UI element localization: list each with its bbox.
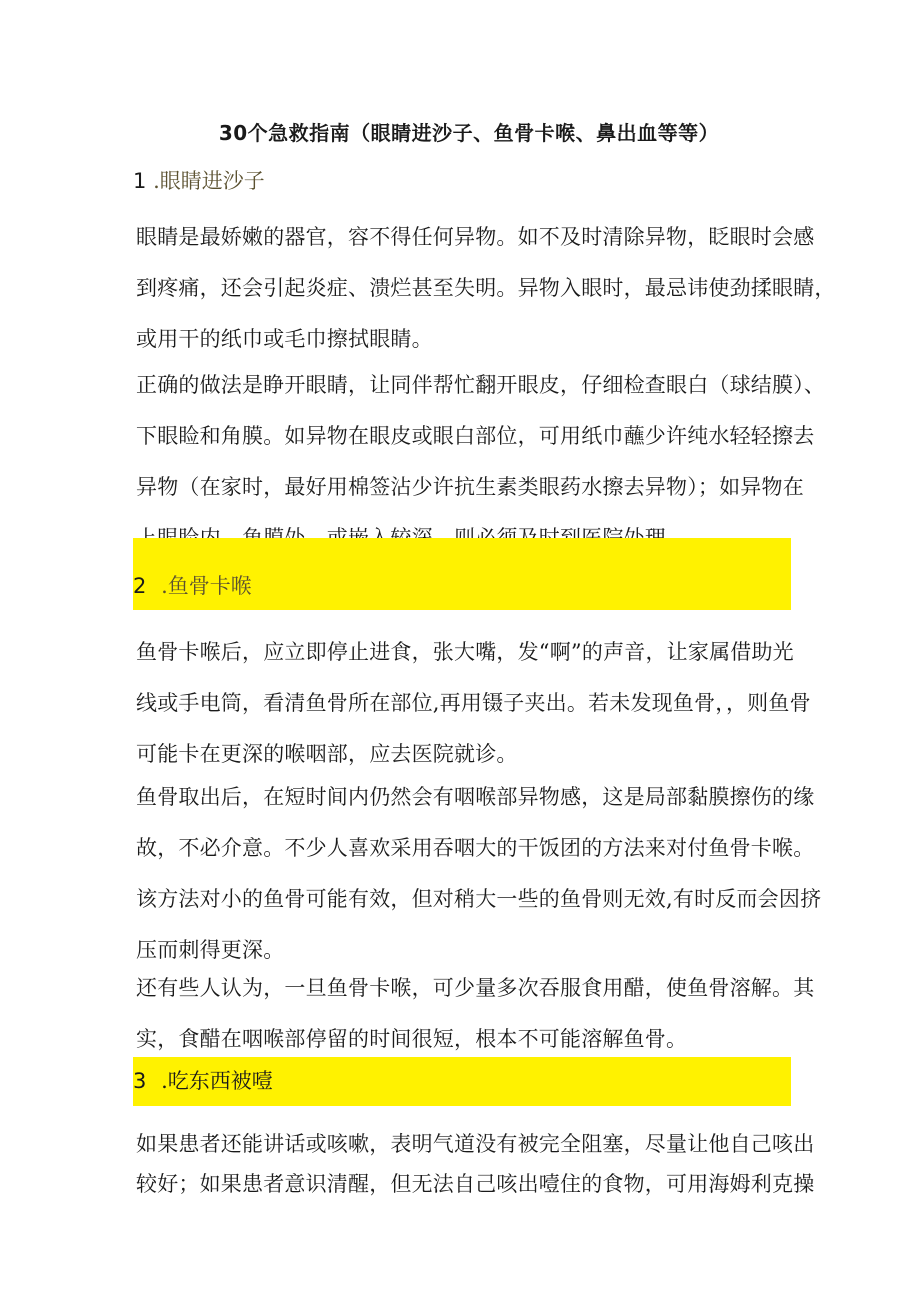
section-number: 1 <box>133 169 147 193</box>
paragraph <box>136 963 815 1065</box>
paragraph <box>136 212 836 365</box>
section-number: 3 <box>133 1069 147 1093</box>
paragraph <box>136 772 822 976</box>
text-line: 如果患者还能讲话或咳嗽，表明气道没有被完全阻塞，尽量让他自己咳出 <box>136 1132 815 1156</box>
section-heading-text: .吃东西被噎 <box>161 1069 273 1093</box>
text-line: 该方法对小的鱼骨可能有效，但对稍大一些的鱼骨则无效,有时反而会因挤 <box>136 887 822 911</box>
text-line: 压而刺得更深。 <box>136 938 285 962</box>
text-line: 鱼骨卡喉后，应立即停止进食，张大嘴，发“啊”的声音，让家属借助光 <box>136 640 794 664</box>
text-line: 眼睛是最娇嫩的器官，容不得任何异物。如不及时清除异物，眨眼时会感 <box>136 225 815 249</box>
paragraph <box>136 360 826 564</box>
section-heading-eye-sand <box>133 166 791 196</box>
text-line: 到疼痛，还会引起炎症、溃烂甚至失明。异物入眼时，最忌讳使劲揉眼睛， <box>136 276 836 300</box>
text-line: 较好；如果患者意识清醒，但无法自己咳出噎住的食物，可用海姆利克操 <box>136 1172 815 1196</box>
text-line: 实，食醋在咽喉部停留的时间很短，根本不可能溶解鱼骨。 <box>136 1027 688 1051</box>
paragraph <box>136 1124 815 1204</box>
text-line: 线或手电筒，看清鱼骨所在部位,再用镊子夹出。若未发现鱼骨，，则鱼骨 <box>136 691 811 715</box>
paragraph <box>136 627 811 780</box>
section-number: 2 <box>133 574 147 598</box>
text-line: 鱼骨取出后，在短时间内仍然会有咽喉部异物感，这是局部黏膜擦伤的缘 <box>136 785 815 809</box>
section-heading-text: .鱼骨卡喉 <box>161 574 252 598</box>
text-line: 可能卡在更深的喉咽部，应去医院就诊。 <box>136 742 518 766</box>
text-line: 或用干的纸巾或毛巾擦拭眼睛。 <box>136 327 433 351</box>
text-line: 异物（在家时，最好用棉签沾少许抗生素类眼药水擦去异物）；如异物在 <box>136 475 804 499</box>
document-title: 30个急救指南（眼睛进沙子、鱼骨卡喉、鼻出血等等） <box>218 121 720 145</box>
text-line: 正确的做法是睁开眼睛，让同伴帮忙翻开眼皮，仔细检查眼白（球结膜）、 <box>136 373 826 397</box>
text-line: 还有些人认为，一旦鱼骨卡喉，可少量多次吞服食用醋，使鱼骨溶解。其 <box>136 976 815 1000</box>
section-heading-text: .眼睛进沙子 <box>153 169 265 193</box>
section-heading-choking <box>133 1066 791 1096</box>
text-line: 下眼睑和角膜。如异物在眼皮或眼白部位，可用纸巾蘸少许纯水轻轻擦去 <box>136 424 815 448</box>
text-line: 故，不必介意。不少人喜欢采用吞咽大的干饭团的方法来对付鱼骨卡喉。 <box>136 836 815 860</box>
section-heading-fish-bone <box>133 571 791 601</box>
